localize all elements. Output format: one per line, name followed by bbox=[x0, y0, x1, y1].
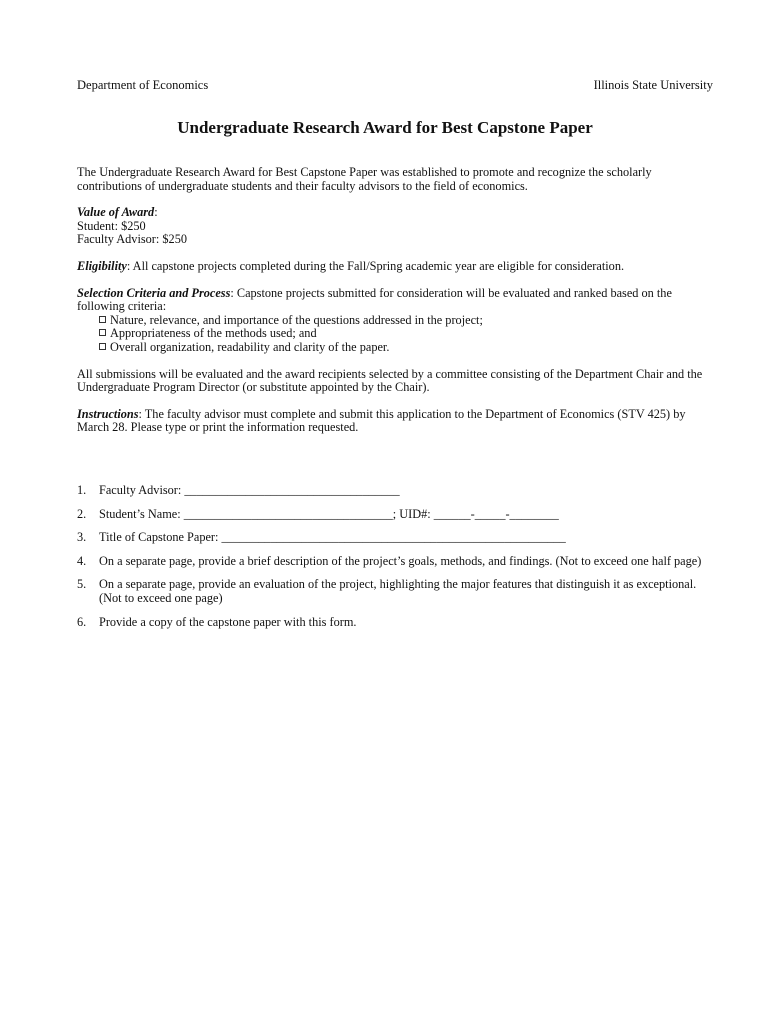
eligibility-label: Eligibility bbox=[77, 258, 127, 273]
student-name-field: Student’s Name: __________________________________; UID#: ______-_____-________ bbox=[99, 506, 559, 521]
eligibility-text: : All capstone projects completed during the Fall/Spring academic year are eligible for consideration. bbox=[126, 258, 625, 273]
selection-text: : Capstone projects submitted for consideration will be evaluated and ranked based on the following criteria: bbox=[77, 285, 672, 314]
eligibility-paragraph bbox=[77, 260, 717, 274]
submissions-paragraph: All submissions will be evaluated and the award recipients selected by a committee consisting of the Department Chair and the Undergraduate Program Director (or substitute appointed by the Chair). bbox=[77, 366, 703, 395]
page-header bbox=[77, 78, 713, 94]
intro-paragraph: The Undergraduate Research Award for Best Capstone Paper was established to promote and recognize the scholarly contributions of undergraduate students and their faculty advisors to the field of economics. bbox=[77, 165, 652, 193]
advisor-award: Faculty Advisor: $250 bbox=[77, 232, 187, 247]
document-body bbox=[77, 166, 717, 435]
value-of-award bbox=[77, 206, 717, 220]
list-item bbox=[77, 508, 717, 522]
list-item bbox=[77, 578, 717, 605]
item-number: 5. bbox=[77, 577, 87, 592]
list-item bbox=[77, 531, 717, 545]
value-of-award-label: Value of Award bbox=[77, 205, 155, 220]
copy-instruction: Provide a copy of the capstone paper with this form. bbox=[99, 614, 357, 629]
list-item bbox=[77, 616, 717, 630]
checkbox-icon bbox=[99, 329, 106, 336]
item-number: 6. bbox=[77, 614, 87, 629]
item-number: 3. bbox=[77, 530, 87, 545]
faculty-advisor-field: Faculty Advisor: ___________________________________ bbox=[99, 483, 400, 497]
value-of-award-colon: : bbox=[154, 205, 158, 220]
application-items bbox=[77, 484, 717, 639]
evaluation-instruction: On a separate page, provide an evaluation of the project, highlighting the major features that distinguish it as exceptional. (Not to exceed one page) bbox=[99, 577, 697, 605]
item-number: 1. bbox=[77, 483, 87, 497]
selection-label: Selection Criteria and Process bbox=[77, 285, 231, 300]
student-award: Student: $250 bbox=[77, 218, 146, 233]
item-number: 4. bbox=[77, 553, 87, 568]
paper-title-field: Title of Capstone Paper: ________________________________________________________ bbox=[99, 530, 566, 545]
instructions-label: Instructions bbox=[77, 406, 139, 421]
selection-paragraph bbox=[77, 287, 717, 314]
header-department: Department of Economics bbox=[77, 78, 209, 92]
list-item bbox=[77, 555, 717, 569]
description-instruction: On a separate page, provide a brief description of the project’s goals, methods, and findings. (Not to exceed one half page) bbox=[99, 553, 702, 568]
instructions-paragraph bbox=[77, 408, 717, 435]
list-item bbox=[77, 484, 717, 498]
criteria-list bbox=[77, 314, 717, 355]
instructions-text: : The faculty advisor must complete and submit this application to the Department of Economics (STV 425) by March 28. Please type or print the information requested. bbox=[77, 406, 686, 435]
checkbox-icon bbox=[99, 343, 106, 350]
document-title: Undergraduate Research Award for Best Capstone Paper bbox=[177, 118, 593, 137]
criteria-item: Nature, relevance, and importance of the questions addressed in the project; bbox=[99, 314, 717, 328]
criteria-item: Overall organization, readability and clarity of the paper. bbox=[99, 341, 717, 355]
item-number: 2. bbox=[77, 506, 87, 521]
criteria-item: Appropriateness of the methods used; and bbox=[99, 327, 717, 341]
checkbox-icon bbox=[99, 316, 106, 323]
header-university: Illinois State University bbox=[593, 78, 713, 92]
